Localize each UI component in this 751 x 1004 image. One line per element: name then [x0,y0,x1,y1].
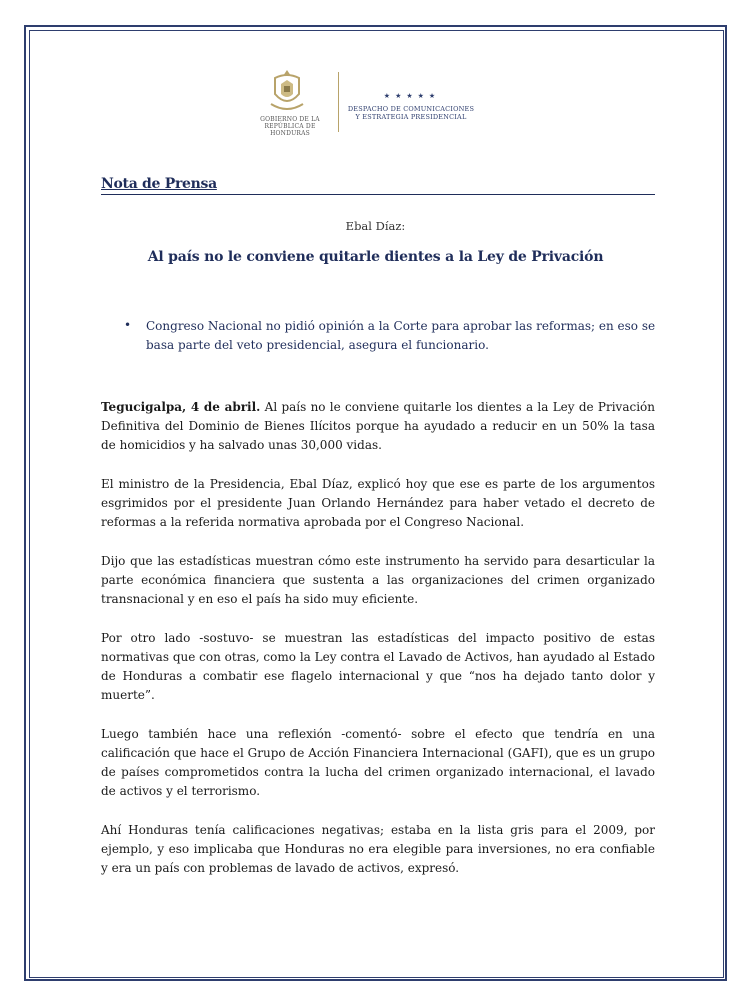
speaker-name: Ebal Díaz: [345,219,406,233]
paragraph-3: Dijo que las estadísticas muestran cómo este instrumento ha servido para desarticular la parte económica financiera que sustenta a las organizaciones del crimen organizado transnacional y en eso el país ha sido muy eficiente. [101,554,655,606]
paragraph-2: El ministro de la Presidencia, Ebal Díaz, explicó hoy que ese es parte de los argumentos esgrimidos por el presidente Juan Orlando Hernández para haber vetado el decreto de reformas a la referida normativa aprobada por el Congreso Nacional. [101,477,655,529]
headline: Al país no le conviene quitarle dientes a la Ley de Privación [147,249,604,265]
gov-line-1: GOBIERNO DE LA [260,116,320,123]
bullet-dot-icon: • [124,318,132,332]
gov-line-2: REPÚBLICA DE HONDURAS [264,123,316,137]
government-name [245,116,335,137]
dateline: Tegucigalpa, 4 de abril. [101,400,261,414]
paragraph-4: Por otro lado -sostuvo- se muestran las estadísticas del impacto positivo de estas normativas que con otras, como la Ley contra el Lavado de Activos, han ayudado al Estado de Honduras a combatir ese flagelo internacional y que “nos ha dejado tanto dolor y muerte”. [101,631,655,702]
letterhead-logo [237,60,482,148]
stars-row: ★★★★★ [383,92,441,100]
office-line-2: Y ESTRATEGIA PRESIDENCIAL [355,113,467,121]
paragraph-5: Luego también hace una reflexión -comentó- sobre el efecto que tendría en una calificación que hace el Grupo de Acción Financiera Internacional (GAFI), que es un grupo de países comprometidos contra la lucha del crimen organizado internacional, el lavado de activos y el terrorismo. [101,727,655,798]
coat-of-arms-icon [267,68,307,114]
section-rule [101,194,655,195]
paragraph-1-text: Al país no le conviene quitarle los dientes a la Ley de Privación Definitiva del Dominio de Bienes Ilícitos porque ha ayudado a reducir en un 50% la tasa de homicidios y ha salvado unas 30,000 vidas. [101,400,655,452]
logo-divider [338,72,339,132]
office-line-1: DESPACHO DE COMUNICACIONES [347,105,475,113]
section-label: Nota de Prensa [101,176,217,192]
summary-bullet: Congreso Nacional no pidió opinión a la Corte para aprobar las reformas; en eso se basa parte del veto presidencial, asegura el funcionario. [146,319,656,352]
paragraph-6: Ahí Honduras tenía calificaciones negativas; estaba en la lista gris para el 2009, por ejemplo, y eso implicaba que Honduras no era elegible para inversiones, no era confiable y era un país con problemas de lavado de activos, expresó. [101,823,655,875]
office-name [341,105,481,121]
article-body [101,398,655,898]
paragraph-1 [101,398,655,455]
